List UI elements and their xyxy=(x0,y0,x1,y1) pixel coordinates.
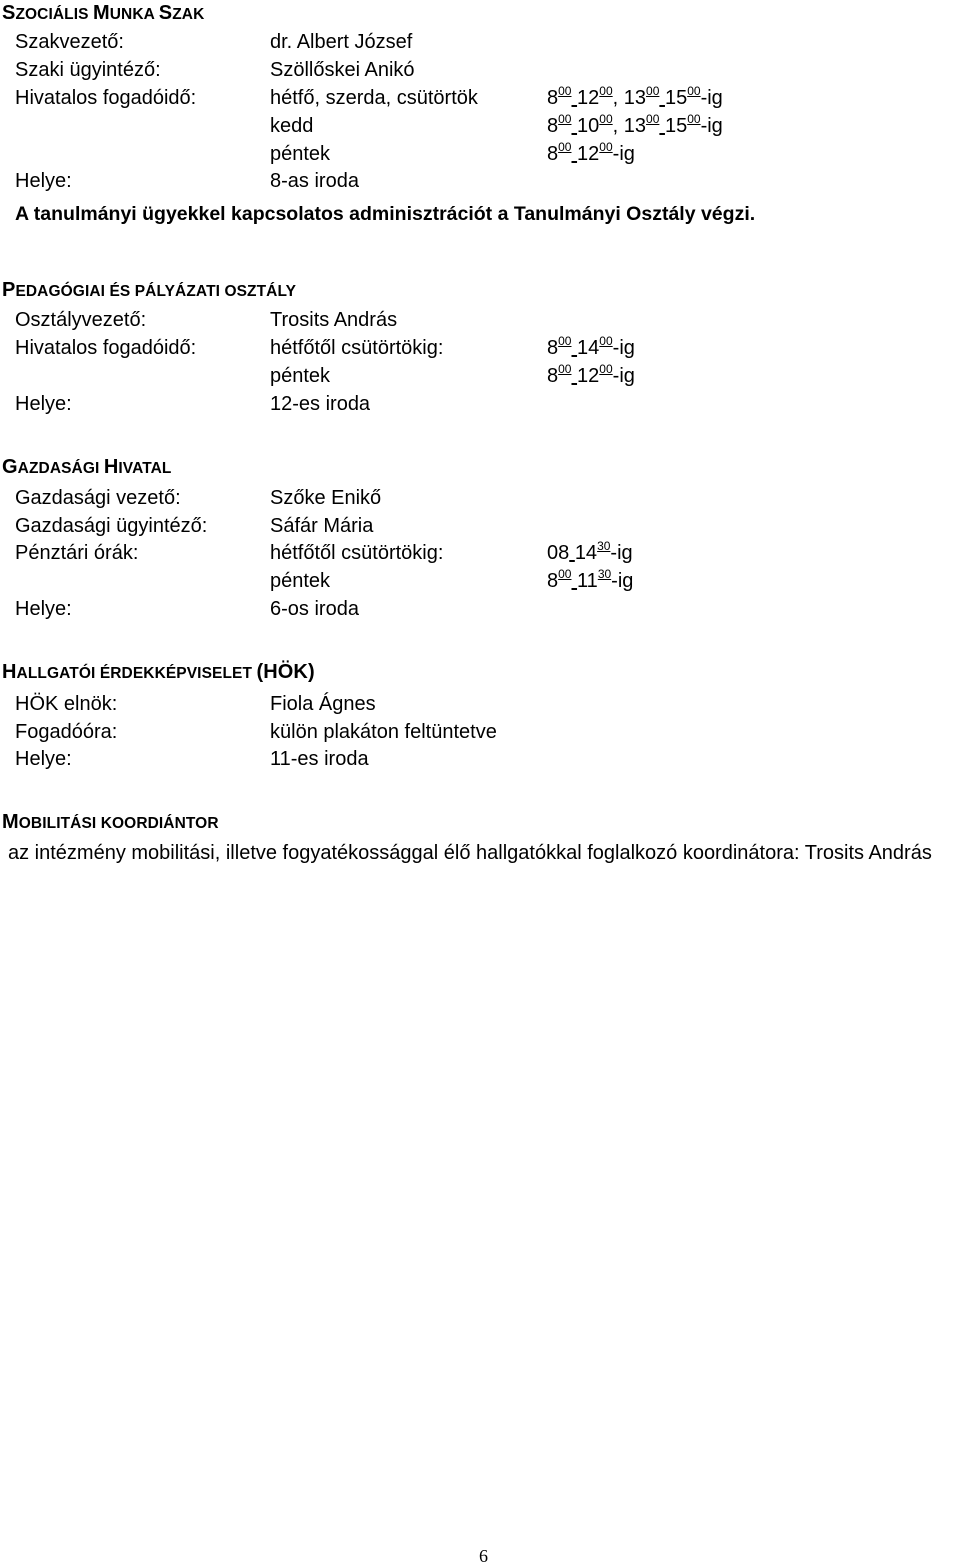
field-value: dr. Albert József xyxy=(270,31,413,53)
field-label: Helye: xyxy=(15,170,72,192)
field-label: Osztályvezető: xyxy=(15,309,147,331)
field-label: Helye: xyxy=(15,393,72,415)
field-label: Hivatalos fogadóidő: xyxy=(15,337,197,359)
title-initial: H xyxy=(2,661,17,683)
title-text: ZOCIÁLIS xyxy=(15,6,93,23)
section-title-hok xyxy=(2,661,315,684)
page-number: 6 xyxy=(479,1546,488,1566)
section-title-mobilitasi xyxy=(2,811,219,834)
office-hours-time: $8^{00}$ $12^{00}-ig$ xyxy=(547,362,635,387)
section-title-pedagogiai xyxy=(2,279,296,302)
field-value: 6-os iroda xyxy=(270,598,359,620)
field-value: hétfőtől csütörtökig: xyxy=(270,337,444,359)
field-label: Fogadóóra: xyxy=(15,721,118,743)
cashier-hours-time: 08 $14^{30}-ig$ xyxy=(547,539,633,564)
admin-note: A tanulmányi ügyekkel kapcsolatos adminisztrációt a Tanulmányi Osztály végzi. xyxy=(15,203,756,225)
field-value: 12-es iroda xyxy=(270,393,371,415)
field-value: külön plakáton feltüntetve xyxy=(270,721,497,743)
field-label: HÖK elnök: xyxy=(15,693,118,715)
field-label: Szakvezető: xyxy=(15,31,124,53)
title-initial: S xyxy=(2,2,16,24)
cashier-hours-time: $8^{00}$ $11^{30}-ig$ xyxy=(547,567,634,592)
title-text: UNKA xyxy=(109,6,159,23)
title-initial: M xyxy=(2,811,19,833)
mobility-coordinator-text: az intézmény mobilitási, illetve fogyatékossággal élő hallgatókkal foglalkozó koordinátora: Trosits András xyxy=(8,842,932,864)
title-initial: P xyxy=(2,279,16,301)
field-label: Helye: xyxy=(15,748,72,770)
section-title-szocialis xyxy=(2,2,204,25)
office-hours-time: $8^{00}$ $12^{00}-ig$ xyxy=(547,140,635,165)
field-label: Gazdasági vezető: xyxy=(15,487,181,509)
field-value: Fiola Ágnes xyxy=(270,693,376,715)
field-value: kedd xyxy=(270,115,314,137)
field-value: Sáfár Mária xyxy=(270,515,374,537)
field-value: 11-es iroda xyxy=(270,748,369,770)
title-initial: H xyxy=(103,456,119,478)
title-text: ALLGATÓI ÉRDEKKÉPVISELET xyxy=(16,665,257,682)
title-initial: G xyxy=(2,456,18,478)
field-value: péntek xyxy=(270,365,331,387)
field-value: péntek xyxy=(270,570,331,592)
office-hours-time: $8^{00}$ $12^{00}$, $13^{00}$ $15^{00}-ig$ xyxy=(547,84,723,109)
field-label: Szaki ügyintéző: xyxy=(15,59,161,81)
field-value: 8-as iroda xyxy=(270,170,359,192)
title-text: (HÖK) xyxy=(256,661,315,683)
title-text: ZAK xyxy=(172,6,205,23)
office-hours-time: $8^{00}$ $14^{00}-ig$ xyxy=(547,334,635,359)
title-initial: S xyxy=(158,2,173,24)
title-initial: M xyxy=(93,2,110,24)
field-label: Helye: xyxy=(15,598,72,620)
field-value: péntek xyxy=(270,143,331,165)
field-value: Trosits András xyxy=(270,309,398,331)
field-label: Gazdasági ügyintéző: xyxy=(15,515,208,537)
field-value: hétfőtől csütörtökig: xyxy=(270,542,444,564)
field-value: hétfő, szerda, csütörtök xyxy=(270,87,478,109)
field-label: Pénztári órák: xyxy=(15,542,139,564)
office-hours-time: $8^{00}$ $10^{00}$, $13^{00}$ $15^{00}-ig$ xyxy=(547,112,723,137)
field-value: Szöllőskei Anikó xyxy=(270,59,415,81)
section-title-gazdasagi xyxy=(2,456,172,479)
title-text: EDAGÓGIAI ÉS PÁLYÁZATI OSZTÁLY xyxy=(15,283,297,300)
title-text: AZDASÁGI xyxy=(17,460,104,477)
field-value: Szőke Enikő xyxy=(270,487,382,509)
title-text: IVATAL xyxy=(118,460,172,477)
field-label: Hivatalos fogadóidő: xyxy=(15,87,197,109)
title-text: OBILITÁSI KOORDIÁNTOR xyxy=(18,815,219,832)
